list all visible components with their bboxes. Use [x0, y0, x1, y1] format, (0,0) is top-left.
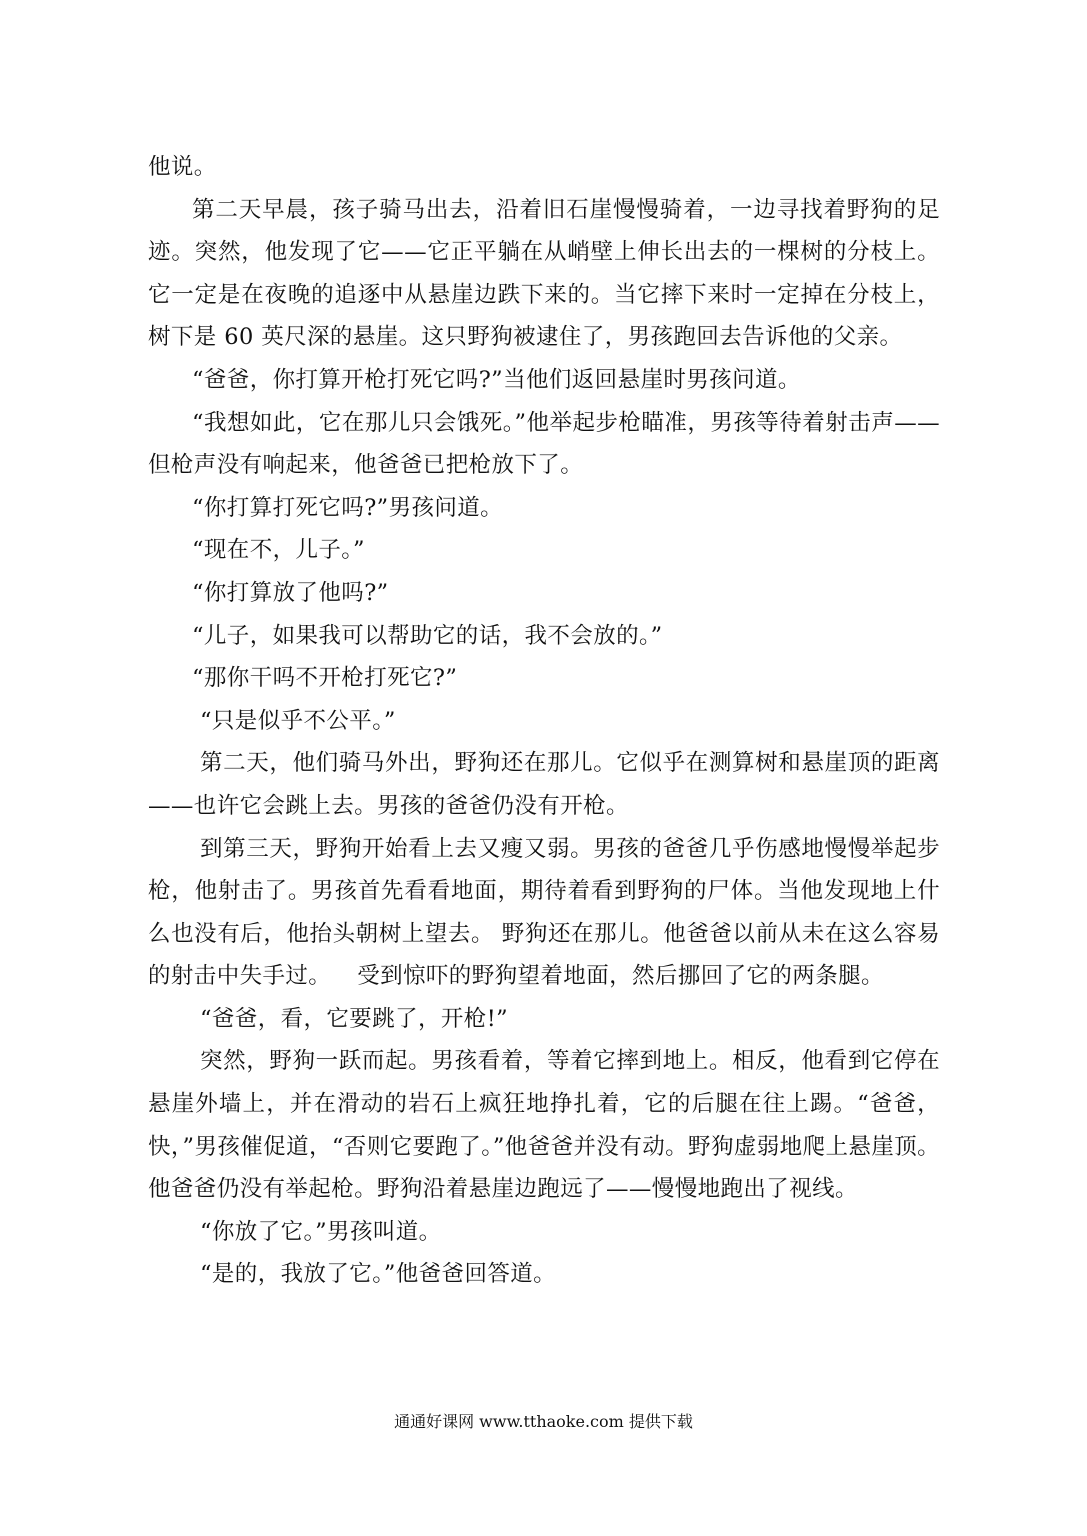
paragraph: 第二天早晨，孩子骑马出去，沿着旧石崖慢慢骑着，一边寻找着野狗的足迹。突然，他发现了它——它正平躺在从峭壁上伸长出去的一棵树的分枝上。它一定是在夜晚的追逐中从悬崖边跌下来的。当它摔下来时一定掉在分枝上，树下是 60 英尺深的悬崖。这只野狗被逮住了，男孩跑回去告诉他的父亲。 [148, 196, 940, 351]
paragraph: “爸爸，你打算开枪打死它吗?”当他们返回悬崖时男孩问道。 [192, 366, 801, 393]
page-footer: 通通好课网 www.tthaoke.com 提供下载 [394, 1412, 693, 1431]
paragraph: 第二天，他们骑马外出，野狗还在那儿。它似乎在测算树和悬崖顶的距离——也许它会跳上去。男孩的爸爸仍没有开枪。 [148, 750, 940, 819]
paragraph: “那你干吗不开枪打死它?” [192, 665, 458, 692]
paragraph: “我想如此，它在那儿只会饿死。”他举起步枪瞄准，男孩等待着射击声——但枪声没有响起来，他爸爸已把枪放下了。 [148, 409, 940, 479]
paragraph-part: 到第三天，野狗开始看上去又瘦又弱。男孩的爸爸几乎伤感地慢慢举起步枪，他射击了。男孩首先看看地面，期待着看到野狗的尸体。当他发现地上什么也没有后，他抬头朝树上望去。 野狗还在那儿。他爸爸以前从未在这么容易的射击中失手过。 [148, 835, 940, 990]
paragraph: “是的，我放了它。”他爸爸回答道。 [200, 1261, 557, 1288]
paragraph: “现在不，儿子。” [192, 537, 365, 564]
paragraph: “只是似乎不公平。” [200, 707, 396, 734]
paragraph: “儿子，如果我可以帮助它的话，我不会放的。” [192, 622, 663, 649]
paragraph: 他说。 [148, 154, 217, 180]
story-body [148, 146, 940, 1296]
paragraph [148, 828, 940, 998]
paragraph: “你打算放了他吗?” [192, 579, 389, 606]
paragraph: “你打算打死它吗?”男孩问道。 [192, 494, 504, 521]
paragraph-part: 受到惊吓的野狗望着地面，然后挪回了它的两条腿。 [357, 963, 884, 990]
paragraph: 突然，野狗一跃而起。男孩看着，等着它摔到地上。相反，他看到它停在悬崖外墙上，并在滑动的岩石上疯狂地挣扎着，它的后腿在往上踢。“爸爸，快，”男孩催促道，“否则它要跑了。”他爸爸并没有动。野狗虚弱地爬上悬崖顶。他爸爸仍没有举起枪。野狗沿着悬崖边跑远了——慢慢地跑出了视线。 [148, 1048, 940, 1203]
paragraph: “爸爸，看，它要跳了，开枪!” [200, 1005, 509, 1032]
paragraph: “你放了它。”男孩叫道。 [200, 1218, 442, 1245]
